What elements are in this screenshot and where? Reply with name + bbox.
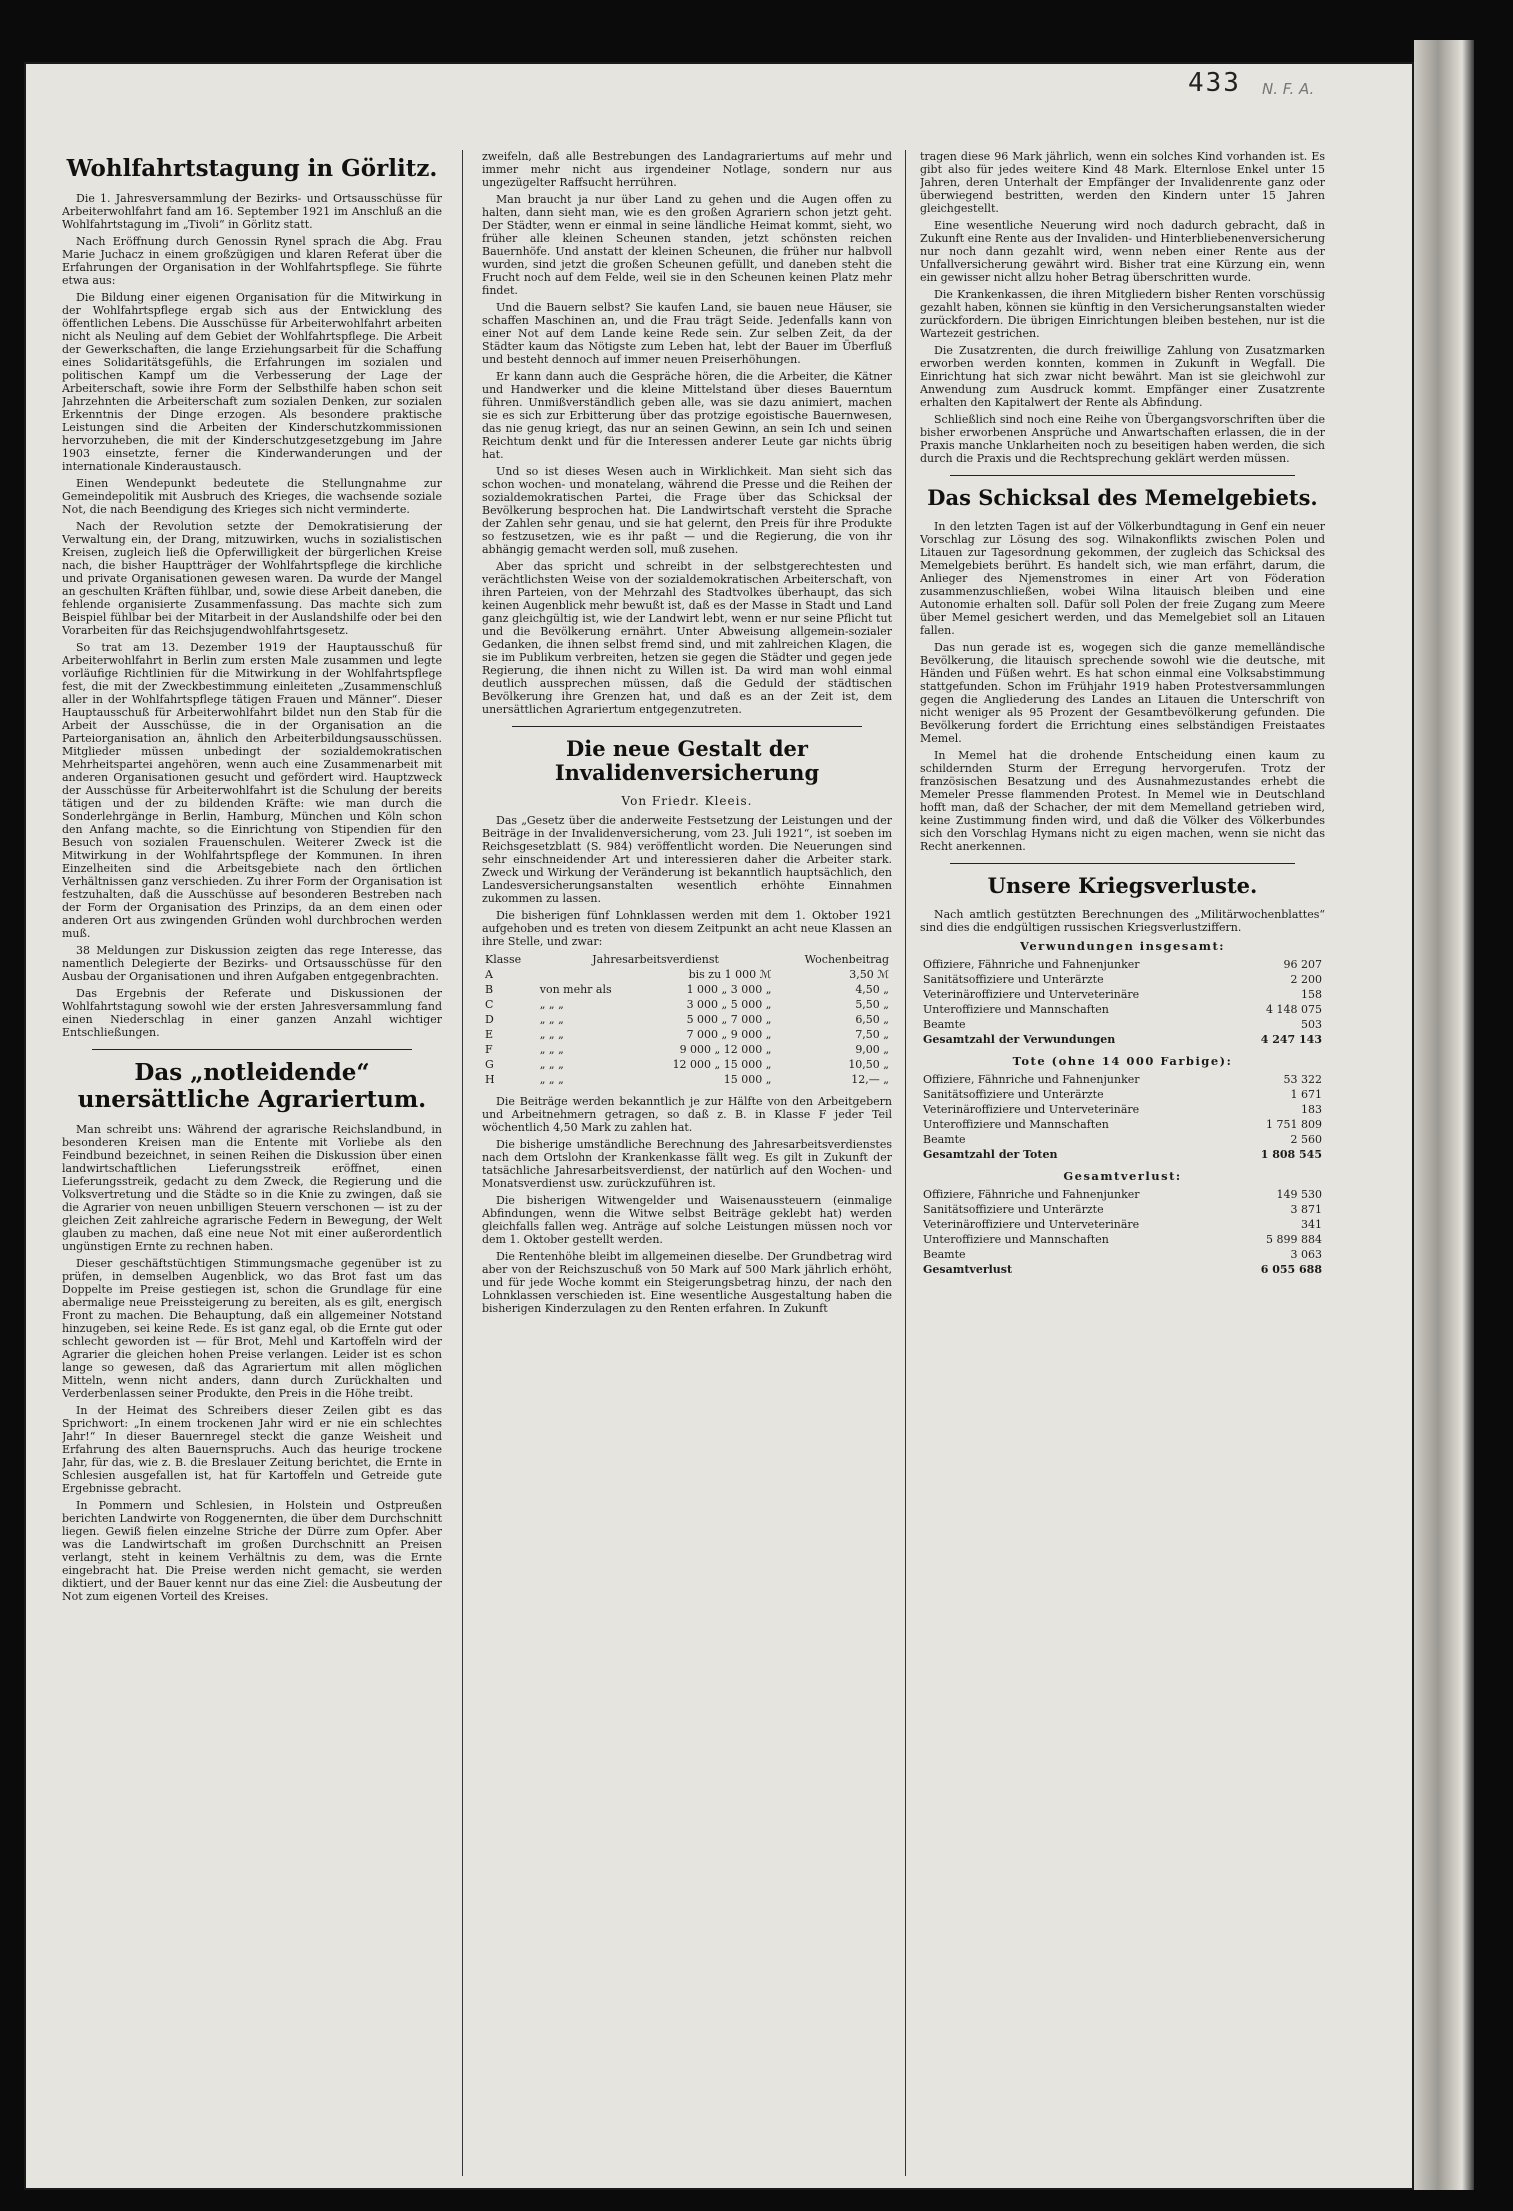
loss-count: 503 — [1301, 1018, 1322, 1032]
column-rule-1 — [462, 150, 463, 2176]
table-cell: „ „ „ — [539, 998, 564, 1012]
loss-category: Beamte — [923, 1018, 966, 1032]
paragraph: In der Heimat des Schreibers dieser Zeilen gibt es das Sprichwort: „In einem trockenen Jahr wird er nie ein schlechtes Jahr!“ In dieser Bauernregel steckt die ganze Weisheit und Erfahrung des alten Bauernspruchs. Auch das heurige trockene Jahr, für das, wie z. B. die Breslauer Zeitung berichtet, die Ernte in Schlesien ausgefallen ist, hat für Kartoffeln und Getreide gute Ergebnisse gebracht. — [62, 1404, 442, 1496]
table-row — [920, 1232, 1325, 1247]
paragraph: Man braucht ja nur über Land zu gehen und die Augen offen zu halten, dann sieht man, wie es den großen Agrariern schon jetzt geht. Der Städter, wenn er einmal in seine ländliche Heimat kommt, sieht, wo früher alle kleinen Scheunen standen, jetzt schönsten reichen Bauernhöfe. Und anstatt der kleinen Scheunen, die früher nur halbvoll wurden, sind jetzt die großen Scheunen gefüllt, und daneben steht die Frucht noch auf dem Felde, weil sie in den Scheunen keinen Platz mehr findet. — [482, 193, 892, 297]
loss-count: 4 148 075 — [1266, 1003, 1322, 1017]
table-cell: 7 000 „ 9 000 „ — [686, 1028, 772, 1042]
paragraph: Und die Bauern selbst? Sie kaufen Land, sie bauen neue Häuser, sie schaffen Maschinen an, und die Frau trägt Seide. Jedenfalls kann von einer Not auf dem Lande keine Rede sein. Zur selben Zeit, da der Städter kaum das Nötigste zum Leben hat, lebt der Bauer im Überfluß und besteht dennoch auf immer neuen Preiserhöhungen. — [482, 301, 892, 366]
paragraph: Die 1. Jahresversammlung der Bezirks- und Ortsausschüsse für Arbeiterwohlfahrt fand am 16. September 1921 im Anschluß an die Wohlfahrtstagung im „Tivoli“ in Görlitz statt. — [62, 192, 442, 232]
loss-category: Offiziere, Fähnriche und Fahnenjunker — [923, 1073, 1140, 1087]
loss-count: 3 063 — [1290, 1248, 1322, 1262]
loss-category: Sanitätsoffiziere und Unterärzte — [923, 1203, 1104, 1217]
section-heading: Gesamtverlust: — [1063, 1169, 1182, 1184]
table-cell: 12,— „ — [851, 1073, 889, 1087]
loss-count: 1 671 — [1290, 1088, 1322, 1102]
table-row — [920, 1117, 1325, 1132]
paragraph: Er kann dann auch die Gespräche hören, die die Arbeiter, die Kätner und Handwerker und die kleine Mittelstand über dieses Bauerntum führen. Unmißverständlich geben alle, was sie dazu animiert, machen sie es sich zur Erbitterung über das protzige egoistische Bauernwesen, das nie genug kriegt, das nur an seinen Gewinn, an sein Ich und seinen Reichtum denkt und für die Interessen anderer Leute gar nichts übrig hat. — [482, 370, 892, 461]
table-row — [482, 1057, 892, 1072]
loss-count: 1 808 545 — [1260, 1148, 1322, 1162]
article-separator — [92, 1049, 412, 1050]
table-row — [920, 1087, 1325, 1102]
table-row — [482, 1027, 892, 1042]
table-row — [482, 997, 892, 1012]
table-cell: C — [485, 998, 494, 1012]
table-cell: von mehr als — [539, 983, 612, 997]
loss-count: 2 200 — [1290, 973, 1322, 987]
paragraph: In den letzten Tagen ist auf der Völkerbundtagung in Genf ein neuer Vorschlag zur Lösung des sog. Wilnakonflikts zwischen Polen und Litauen zur Tagesordnung gekommen, der zugleich das Schicksal des Memelgebiets berührt. Es handelt sich, wie man erfährt, darum, die Anlieger des Njemenstromes in einer Art von Föderation zusammenzuschließen, wobei Wilna litauisch bleiben und eine Autonomie erhalten soll. Dafür soll Polen der freie Zugang zum Meere über Memel gesichert werden, und das Memelgebiet soll an Litauen fallen. — [920, 520, 1325, 638]
column-rule-2 — [905, 150, 906, 2176]
contribution-table — [482, 952, 892, 1087]
paragraph: So trat am 13. Dezember 1919 der Hauptausschuß für Arbeiterwohlfahrt in Berlin zum ersten Male zusammen und legte vorläufige Richtlinien für die Mitwirkung in der Wohlfahrtspflege fest, die mit der Zweckbestimmung einleiteten „Zusammenschluß aller in der Wohlfahrtspflege tätigen Frauen und Männer“. Dieser Hauptausschuß für Arbeiterwohlfahrt bildet nun den Stab für die Arbeit der Ausschüsse, die in der Organisation an die Parteiorganisation an, ähnlich den Arbeiterbildungsausschüssen. Mitglieder müssen unbedingt der sozialdemokratischen Mehrheitspartei angehören, wenn auch eine Zusammenarbeit mit anderen Organisationen gesucht und gefördert wird. Hauptzweck der Ausschüsse für Arbeiterwohlfahrt ist die Schulung der bereits tätigen und der zu bildenden Kräfte: wie man durch die Sonderlehrgänge in Berlin, Hamburg, München und Köln schon den Anfang machte, so die Einrichtung von Stipendien für den Besuch von sozialen Frauenschulen. Weiterer Zweck ist die Mitwirkung in der Wohlfahrtspflege der Kommunen. In ihren Einzelheiten sind die Arbeitsgebiete nach den örtlichen Verhältnissen ganz verschieden. Zu ihrer Form der Organisation ist festzuhalten, daß die Ausschüsse auf besonderen Bestreben nach der Form der Organisation des Prinzips, da an dem einen oder anderen Ort aus zwingenden Gründen wohl durchbrochen werden muß. — [62, 641, 442, 941]
paragraph: Das nun gerade ist es, wogegen sich die ganze memelländische Bevölkerung, die litauisch sprechende sowohl wie die deutsche, mit Händen und Füßen wehrt. Es hat schon einmal eine Volksabstimmung stattgefunden. Schon im Frühjahr 1919 haben Protestversammlungen gegen die Angliederung des Landes an Litauen die Unterschrift von nicht weniger als 95 Prozent der Gesamtbevölkerung gefunden. Die Bevölkerung fordert die Errichtung eines selbständigen Freistaates Memel. — [920, 641, 1325, 746]
paragraph: In Pommern und Schlesien, in Holstein und Ostpreußen berichten Landwirte von Roggenernten, die über dem Durchschnitt liegen. Gewiß fielen einzelne Striche der Dürre zum Opfer. Aber was die Landwirtschaft im großen Durchschnitt an Preisen verlangt, steht in keinem Verhältnis zu dem, was die Ernte eingebracht hat. Die Preise werden nicht gemacht, sie werden diktiert, und der Bauer kennt nur das eine Ziel: die Ausbeutung der Not zum eigenen Vorteil des Kreises. — [62, 1499, 442, 1604]
loss-count: 3 871 — [1290, 1203, 1322, 1217]
table-cell: 3 000 „ 5 000 „ — [686, 998, 772, 1012]
table-cell: 6,50 „ — [855, 1013, 889, 1027]
page-number: 433 — [1188, 68, 1241, 98]
loss-category: Gesamtverlust — [923, 1263, 1013, 1277]
losses-table — [920, 957, 1325, 1047]
table-cell: D — [485, 1013, 494, 1027]
byline: Von Friedr. Kleeis. — [621, 794, 753, 809]
table-row — [920, 1202, 1325, 1217]
table-row — [920, 1262, 1325, 1277]
loss-category: Veterinäroffiziere und Unterveterinäre — [923, 1103, 1140, 1117]
article-body-agrariertum — [62, 1123, 442, 1603]
article-title-wohlfahrtstagung: Wohlfahrtstagung in Görlitz. — [66, 155, 438, 182]
column-middle — [482, 150, 892, 2176]
paragraph: Nach Eröffnung durch Genossin Rynel sprach die Abg. Frau Marie Juchacz in einem großzügigen und klaren Referat über die Erfahrungen der Organisation in der Wohlfahrtspflege. Sie führte etwa aus: — [62, 235, 442, 288]
table-cell: H — [485, 1073, 495, 1087]
column-header: Klasse — [485, 953, 522, 967]
loss-count: 4 247 143 — [1260, 1033, 1322, 1047]
loss-count: 341 — [1301, 1218, 1322, 1232]
loss-category: Gesamtzahl der Toten — [923, 1148, 1058, 1162]
war-losses-tables — [920, 940, 1325, 1277]
loss-count: 158 — [1301, 988, 1322, 1002]
loss-count: 5 899 884 — [1266, 1233, 1322, 1247]
loss-count: 6 055 688 — [1260, 1263, 1322, 1277]
article-continuation-invalidenversicherung — [920, 150, 1325, 465]
table-cell: bis zu 1 000 ℳ — [688, 968, 772, 982]
table-row — [920, 1002, 1325, 1017]
section-heading: Verwundungen insgesamt: — [1019, 939, 1226, 954]
table-row — [920, 1247, 1325, 1262]
table-cell: 12 000 „ 15 000 „ — [672, 1058, 772, 1072]
loss-category: Unteroffiziere und Mannschaften — [923, 1118, 1109, 1132]
loss-count: 1 751 809 — [1266, 1118, 1322, 1132]
table-cell — [537, 967, 638, 982]
table-cell: 9 000 „ 12 000 „ — [679, 1043, 772, 1057]
table-row — [920, 957, 1325, 972]
book-binding-edge — [1414, 40, 1474, 2190]
table-row — [920, 1187, 1325, 1202]
table-cell: 5,50 „ — [855, 998, 889, 1012]
article-title-kriegsverluste: Unsere Kriegsverluste. — [987, 873, 1258, 899]
table-row — [920, 1032, 1325, 1047]
paragraph: Schließlich sind noch eine Reihe von Übergangsvorschriften über die bisher erworbenen Ansprüche und Anwartschaften erlassen, die in der Praxis manche Unklarheiten noch zu beseitigen haben werden, die sich durch die Praxis und die Rechtsprechung geklärt werden müssen. — [920, 413, 1325, 465]
loss-count: 183 — [1301, 1103, 1322, 1117]
article-body-memelgebiet — [920, 520, 1325, 853]
paragraph: Die Krankenkassen, die ihren Mitgliedern bisher Renten vorschüssig gezahlt haben, können sie künftig in den Versicherungsanstalten wieder zurückfordern. Die übrigen Einrichtungen bleiben bestehen, nur ist die Wartezeit gestrichen. — [920, 288, 1325, 340]
table-cell: 15 000 „ — [723, 1073, 772, 1087]
paragraph: Die Beiträge werden bekanntlich je zur Hälfte von den Arbeitgebern und Arbeitnehmern getragen, so daß z. B. in Klasse F jeder Teil wöchentlich 4,50 Mark zu zahlen hat. — [482, 1095, 892, 1135]
paragraph: 38 Meldungen zur Diskussion zeigten das rege Interesse, das namentlich Delegierte der Bezirks- und Ortsausschüsse für den Ausbau der Organisationen und ihren Aufgaben entgegenbrachten. — [62, 944, 442, 984]
table-row — [482, 1072, 892, 1087]
paragraph: Einen Wendepunkt bedeutete die Stellungnahme zur Gemeindepolitik mit Ausbruch des Krieges, die wachsende soziale Not, die nach Beendigung des Krieges sich nicht verminderte. — [62, 477, 442, 517]
losses-table — [920, 1072, 1325, 1162]
loss-category: Gesamtzahl der Verwundungen — [923, 1033, 1116, 1047]
table-header-row — [482, 952, 892, 967]
loss-count: 149 530 — [1276, 1188, 1322, 1202]
article-title-agrariertum: Das „notleidende“ unersättliche Agrariertum. — [77, 1059, 427, 1113]
paragraph: In Memel hat die drohende Entscheidung einen kaum zu schildernden Sturm der Erregung hervorgerufen. Trotz der französischen Besatzung und des Ausnahmezustandes erhebt die Memeler Presse flammenden Protest. In Memel wie in Deutschland hofft man, daß der Schacher, der mit dem Memelland getrieben wird, keine Zustimmung finden wird, und daß die Völker des Völkerbundes sich den Vorschlag Hymans nicht zu eigen machen, wenn sie nicht das Recht anerkennen. — [920, 749, 1325, 854]
paragraph: Die bisherigen fünf Lohnklassen werden mit dem 1. Oktober 1921 aufgehoben und es treten von diesem Zeitpunkt an acht neue Klassen an ihre Stelle, und zwar: — [482, 909, 892, 949]
column-right — [920, 150, 1325, 2176]
article-separator — [512, 726, 862, 727]
paragraph: Das „Gesetz über die anderweite Festsetzung der Leistungen und der Beiträge in der Invalidenversicherung, vom 23. Juli 1921“, ist soeben im Reichsgesetzblatt (S. 984) veröffentlicht worden. Die Neuerungen sind sehr einschneidender Art und interessieren daher die Arbeiter stark. Zweck und Wirkung der Veränderung ist bekanntlich hauptsächlich, den Landesversicherungsanstalten wesentlich erhöhte Einnahmen zukommen zu lassen. — [482, 814, 892, 906]
loss-category: Offiziere, Fähnriche und Fahnenjunker — [923, 1188, 1140, 1202]
loss-category: Beamte — [923, 1133, 966, 1147]
article-body-wohlfahrtstagung — [62, 192, 442, 1039]
table-row — [920, 1102, 1325, 1117]
column-header: Jahresarbeitsverdienst — [592, 953, 719, 967]
loss-category: Veterinäroffiziere und Unterveterinäre — [923, 1218, 1140, 1232]
table-cell: „ „ „ — [539, 1058, 564, 1072]
paragraph: Die bisherigen Witwengelder und Waisenaussteuern (einmalige Abfindungen, wenn die Witwe selbst Beiträge geklebt hat) werden gleichfalls fallen weg. Anträge auf solche Leistungen müssen noch vor dem 1. Oktober gestellt werden. — [482, 1194, 892, 1247]
loss-category: Unteroffiziere und Mannschaften — [923, 1233, 1109, 1247]
paragraph: Die Bildung einer eigenen Organisation für die Mitwirkung in der Wohlfahrtspflege ergab sich aus der Entwicklung des öffentlichen Lebens. Die Ausschüsse für Arbeiterwohlfahrt arbeiten nicht als Neuling auf dem Gebiet der Wohlfahrtspflege. Die Arbeit der Gewerkschaften, die lange Erziehungsarbeit für die Schaffung eines Solidaritätsgefühls, die Erfahrungen im sozialen und politischen Kampf um die Verbesserung der Lage der Arbeiterschaft, sowie ihre Form der Selbsthilfe haben schon seit Jahrzehnten die Arbeiterschaft zum sozialen Denken, zur sozialen Erkenntnis der Dinge erzogen. Als besondere praktische Leistungen sind die Arbeiten der Kinderschutzkommissionen hervorzuheben, die mit der Kinderschutzgesetzgebung im Jahre 1903 einsetzte, ferner die Kinderwanderungen und der internationale Kinderaustausch. — [62, 291, 442, 474]
article-separator — [950, 863, 1295, 864]
table-cell: 1 000 „ 3 000 „ — [686, 983, 772, 997]
loss-category: Beamte — [923, 1248, 966, 1262]
paragraph: Und so ist dieses Wesen auch in Wirklichkeit. Man sieht sich das schon wochen- und monatelang, während die Presse und die Reihen der sozialdemokratischen Partei, die Frage über das Schicksal der Bevölkerung besprochen hat. Die Landwirtschaft versteht die Sprache der Zahlen sehr genau, und sie hat gelernt, den Preis für ihre Produkte so festzusetzen, wie es ihr paßt — und die Regierung, die von ihr abhängig gemacht werden soll, muß zusehen. — [482, 465, 892, 556]
table-row — [920, 1217, 1325, 1232]
table-cell: „ „ „ — [539, 1043, 564, 1057]
table-cell: „ „ „ — [539, 1073, 564, 1087]
pencil-note: N. F. A. — [1262, 80, 1315, 98]
loss-count: 96 207 — [1283, 958, 1322, 972]
loss-category: Offiziere, Fähnriche und Fahnenjunker — [923, 958, 1140, 972]
paragraph: Das Ergebnis der Referate und Diskussionen der Wohlfahrtstagung sowohl wie der ersten Jahresversammlung fand einen Niederschlag in einer ganzen Anzahl wichtiger Entschließungen. — [62, 987, 442, 1040]
paragraph: Die bisherige umständliche Berechnung des Jahresarbeitsverdienstes nach dem Ortslohn der Krankenkasse fällt weg. Es gilt in Zukunft der tatsächliche Jahresarbeitsverdienst, der natürlich auf den Wochen- und Monatsverdienst usw. zurückzuführen ist. — [482, 1138, 892, 1191]
table-row — [920, 1132, 1325, 1147]
paragraph: Die Rentenhöhe bleibt im allgemeinen dieselbe. Der Grundbetrag wird aber von der Reichszuschuß von 50 Mark auf 500 Mark jährlich erhöht, und für jede Woche kommt ein Steigerungsbetrag hinzu, der nach den Lohnklassen verschieden ist. Eine wesentliche Ausgestaltung haben die bisherigen Kinderzulagen zu den Renten erfahren. In Zukunft — [482, 1250, 892, 1316]
paragraph: Dieser geschäftstüchtigen Stimmungsmache gegenüber ist zu prüfen, in demselben Augenblick, wo das Brot fast um das Doppelte im Preise gestiegen ist, schon die Grundlage für eine abermalige neue Preissteigerung zu bereiten, als es gilt, energisch Front zu machen. Die Behauptung, daß ein allgemeiner Notstand hinzugeben, sei keine Rede. Es ist ganz egal, ob die Ernte gut oder schlecht geworden ist — für Brot, Mehl und Kartoffeln wird der Agrarier die gleichen hohen Preise verlangen. Leider ist es schon lange so gewesen, daß das Agrariertum mit allen möglichen Mitteln, wenn nicht anders, dann durch Zurückhalten und Verderbenlassen seiner Produkte, den Preis in die Höhe treibt. — [62, 1257, 442, 1401]
table-cell: 10,50 „ — [848, 1058, 889, 1072]
loss-category: Sanitätsoffiziere und Unterärzte — [923, 973, 1104, 987]
loss-category: Sanitätsoffiziere und Unterärzte — [923, 1088, 1104, 1102]
table-row — [920, 1072, 1325, 1087]
loss-category: Unteroffiziere und Mannschaften — [923, 1003, 1109, 1017]
table-cell: 9,00 „ — [855, 1043, 889, 1057]
table-row — [920, 1147, 1325, 1162]
column-header: Wochenbeitrag — [804, 953, 889, 967]
paragraph: zweifeln, daß alle Bestrebungen des Landagrariertums auf mehr und immer mehr nicht aus irgendeiner Notlage, sondern nur aus ungezügelter Raffsucht herrühren. — [482, 150, 892, 189]
table-row — [920, 972, 1325, 987]
table-cell: F — [485, 1043, 493, 1057]
article-continuation-agrariertum — [482, 150, 892, 716]
contribution-table-body — [482, 967, 892, 1087]
table-cell: 4,50 „ — [855, 983, 889, 997]
table-row — [920, 987, 1325, 1002]
column-left — [62, 150, 442, 2176]
table-cell: 5 000 „ 7 000 „ — [686, 1013, 772, 1027]
section-heading: Tote (ohne 14 000 Farbige): — [1012, 1054, 1233, 1069]
table-cell: A — [485, 968, 493, 982]
table-cell: B — [485, 983, 494, 997]
table-cell: E — [485, 1028, 494, 1042]
paragraph: Man schreibt uns: Während der agrarische Reichslandbund, in besonderen Kreisen man die Entente mit Vorliebe als den Feindbund bezeichnet, in seinen Reihen die Diskussion über einen landwirtschaftlichen Lieferungsstreik eröffnet, einen Lieferungsstreik, gedacht zu dem Zweck, die Regierung und die Volksvertretung und die Städte so in die Knie zu zwingen, daß sie die Agrarier von neuen unbilligen Steuern verschonen — ist zu der gleichen Zeit zahlreiche agrarische Federn in Bewegung, der Welt glauben zu machen, daß eine neue Not mit einer außerordentlich ungünstigen Ernte zu rechnen haben. — [62, 1123, 442, 1254]
table-row — [482, 967, 892, 982]
paragraph: Eine wesentliche Neuerung wird noch dadurch gebracht, daß in Zukunft eine Rente aus der Invaliden- und Hinterbliebenenversicherung nur noch dann gezahlt wird, wenn neben einer Rente aus der Unfallversicherung gewährt wird. Bisher trat eine Kürzung ein, wenn ein gewisser nicht allzu hoher Betrag überschritten wurde. — [920, 219, 1325, 284]
table-cell: „ „ „ — [539, 1028, 564, 1042]
table-cell: 3,50 ℳ — [849, 968, 889, 982]
paragraph: Nach amtlich gestützten Berechnungen des „Militärwochenblattes“ sind dies die endgültigen russischen Kriegsverlustziffern. — [920, 908, 1325, 935]
article-separator — [950, 475, 1295, 476]
loss-count: 2 560 — [1290, 1133, 1322, 1147]
paragraph: Die Zusatzrenten, die durch freiwillige Zahlung von Zusatzmarken erworben werden konnten, kommen in Zukunft in Wegfall. Die Einrichtung hat sich zwar nicht bewährt. Man ist sie gleichwohl zur Anwendung zum Ausdruck kommt. Empfänger einer Zusatzrente erhalten den Kapitalwert der Rente als Abfindung. — [920, 344, 1325, 409]
loss-category: Veterinäroffiziere und Unterveterinäre — [923, 988, 1140, 1002]
article-title-invalidenversicherung: Die neue Gestalt der Invalidenversicherung — [554, 736, 820, 786]
table-cell: „ „ „ — [539, 1013, 564, 1027]
table-row — [920, 1017, 1325, 1032]
table-row — [482, 1042, 892, 1057]
table-cell: 7,50 „ — [855, 1028, 889, 1042]
paragraph: Nach der Revolution setzte der Demokratisierung der Verwaltung ein, der Drang, mitzuwirken, wuchs in sozialistischen Kreisen, zugleich ließ die Opferwilligkeit der bürgerlichen Kreise nach, die bisher Hauptträger der Wohlfahrtspflege die kirchliche und private Organisationen gewesen waren. Da wurde der Mangel an geschulten Kräften fühlbar, und, sowie diese Arbeit daneben, die fehlende organisierte Zusammenfassung. Das machte sich zum Beispiel fühlbar bei der Mitarbeit in der Auslandshilfe oder bei den Vorarbeiten für das Reichsjugendwohlfahrtsgesetz. — [62, 520, 442, 638]
paragraph: tragen diese 96 Mark jährlich, wenn ein solches Kind vorhanden ist. Es gibt also für jedes weitere Kind 48 Mark. Elternlose Enkel unter 15 Jahren, deren Unterhalt der Empfänger der Invalidenrente ganz oder überwiegend bestritten, werden den Kindern unter 15 Jahren gleichgestellt. — [920, 150, 1325, 215]
paragraph: Aber das spricht und schreibt in der selbstgerechtesten und verächtlichsten Weise von der sozialdemokratischen Arbeiterschaft, von ihren Parteien, von der Mehrzahl des Stadtvolkes überhaupt, das sich keinen Augenblick mehr bewußt ist, daß es der Masse in Stadt und Land ganz gleichgültig ist, wie der Landwirt lebt, wenn er nur seine Pflicht tut und die Bevölkerung ernährt. Unter Abweisung allgemein-sozialer Gedanken, die ihnen selbst fremd sind, und mit zahlreichen Klagen, die sie im Publikum verbreiten, hetzen sie gegen die Städter und gegen jede Regierung, die ihnen nicht zu Willen ist. Da wird man wohl einmal deutlich aussprechen müssen, daß die Geduld der städtischen Bevölkerung ihre Grenzen hat, und daß es an der Zeit ist, dem unersättlichen Agrariertum entgegenzutreten. — [482, 560, 892, 716]
table-row — [482, 982, 892, 997]
table-row — [482, 1012, 892, 1027]
table-cell: G — [485, 1058, 494, 1072]
losses-table — [920, 1187, 1325, 1277]
loss-count: 53 322 — [1283, 1073, 1322, 1087]
article-title-memelgebiet: Das Schicksal des Memelgebiets. — [927, 485, 1318, 510]
